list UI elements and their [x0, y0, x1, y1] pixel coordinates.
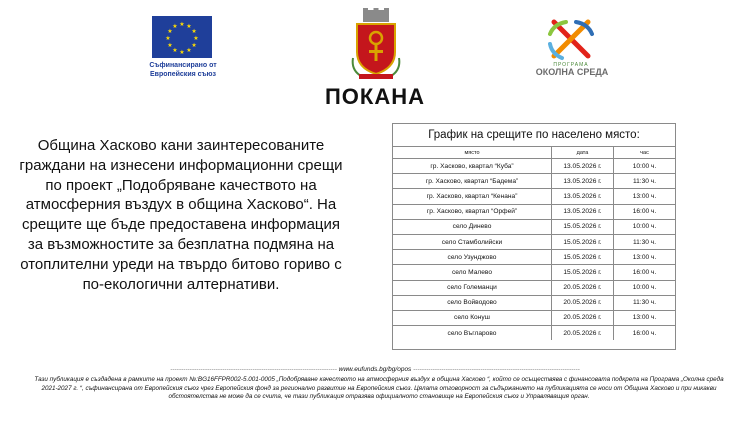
cell-date: 20.05.2026 г. — [552, 326, 614, 341]
invitation-text: Община Хасково кани заинтересованите граждани на изнесени информационни срещи по проект „Подобряване качеството на атмосферния въздух в община Хасково“. На срещите ще бъде предоставена информация за възможностите за безплатна подмяна на отоплителни уреди на твърдо битово гориво с по-екологични алтернативи. — [19, 137, 343, 293]
cell-place: гр. Хасково, квартал “Кенана” — [393, 189, 552, 204]
cell-time: 16:00 ч. — [632, 329, 657, 337]
schedule-table — [393, 147, 675, 340]
eu-cofunding-caption: Съфинансирано от Европейския съюз — [149, 62, 217, 78]
cell-date: 13.05.2026 г. — [552, 189, 614, 204]
cell-time: 10:00 ч. — [614, 159, 676, 174]
environment-programme-logo-icon — [540, 18, 602, 62]
svg-text:★: ★ — [167, 28, 173, 35]
cell-date: 13.05.2026 г. — [552, 174, 614, 189]
svg-text:★: ★ — [191, 42, 197, 49]
divider: ----------------------------------------------------------------------------- — [413, 366, 580, 373]
meeting-schedule — [392, 123, 676, 350]
svg-text:★: ★ — [179, 21, 185, 28]
cell-time: 10:00 ч. — [614, 280, 676, 295]
cell-time: 11:30 ч. — [614, 295, 676, 310]
svg-text:★: ★ — [179, 49, 185, 56]
cell-place: село Войводово — [393, 295, 552, 310]
cell-time: 16:00 ч. — [614, 265, 676, 280]
cell-place: село Динево — [393, 219, 552, 234]
cell-date: 15.05.2026 г. — [552, 265, 614, 280]
header-time: час — [614, 147, 676, 159]
page-title: ПОКАНА — [324, 84, 425, 109]
cell-time: 13:00 ч. — [614, 310, 676, 325]
eu-flag-icon — [152, 16, 212, 58]
cell-time: 13:00 ч. — [614, 250, 676, 265]
table-row — [393, 189, 675, 204]
cell-date: 20.05.2026 г. — [552, 280, 614, 295]
cell-place: гр. Хасково, квартал “Куба” — [393, 159, 552, 174]
table-row — [393, 265, 675, 280]
svg-text:★: ★ — [186, 47, 192, 55]
schedule-title: График на срещите по населено място: — [393, 124, 675, 147]
svg-text:★: ★ — [191, 28, 197, 35]
website-line — [0, 366, 750, 373]
cell-place: село Узунджово — [393, 250, 552, 265]
website-link[interactable]: www.eufunds.bg/bg/opos — [338, 366, 412, 373]
funding-disclaimer: Тази публикация е създадена в рамките на проект №:BG16FFPR002-5.001-0005 „Подобряване качеството на атмосферния въздух в община Хасково “, който се осъществява с финансовата подкрепа на Програма „Околна среда 2021-2027 г. “, съфинансирана от Европейския съюз чрез Европейския фонд за регионално развитие на Европейския съюз. Цялата отговорност за съдържанието на публикацията се носи от Община Хасково и при никакви обстоятелства не може да се счита, че тази публикация отразява официалното становище на Европейския съюз и Управляващия орган. — [34, 376, 724, 401]
cell-place: село Малево — [393, 265, 552, 280]
cell-date: 15.05.2026 г. — [552, 219, 614, 234]
cell-place: гр. Хасково, квартал “Бадема” — [393, 174, 552, 189]
cell-date: 13.05.2026 г. — [552, 159, 614, 174]
cell-time: 16:00 ч. — [614, 204, 676, 219]
header-date: дата — [552, 147, 614, 159]
cell-time: 11:30 ч. — [614, 234, 676, 249]
table-row — [393, 250, 675, 265]
table-row — [393, 174, 675, 189]
table-row — [393, 295, 675, 310]
cell-time: 11:30 ч. — [614, 174, 676, 189]
svg-text:★: ★ — [165, 35, 171, 42]
cell-place: село Големанци — [393, 280, 552, 295]
haskovo-crest-icon — [351, 8, 401, 80]
cell-place: село Конуш — [393, 310, 552, 325]
cell-place: село Въгларово — [393, 326, 552, 341]
svg-text:★: ★ — [167, 42, 173, 49]
cell-date: 15.05.2026 г. — [552, 234, 614, 249]
table-row — [393, 280, 675, 295]
cell-time: 13:00 ч. — [614, 189, 676, 204]
table-row — [393, 310, 675, 325]
cell-time: 10:00 ч. — [614, 219, 676, 234]
cell-date: 20.05.2026 г. — [552, 295, 614, 310]
cell-date: 20.05.2026 г. — [552, 310, 614, 325]
table-row — [393, 159, 675, 174]
table-row — [393, 219, 675, 234]
svg-text:★: ★ — [172, 47, 178, 55]
schedule-header-row — [393, 147, 675, 159]
cell-place: гр. Хасково, квартал “Орфей” — [393, 204, 552, 219]
environment-programme-caption: ОКОЛНА СРЕДА — [535, 67, 609, 77]
table-row — [393, 326, 675, 341]
cell-date: 15.05.2026 г. — [552, 250, 614, 265]
table-row — [393, 204, 675, 219]
table-row — [393, 234, 675, 249]
header-place: място — [393, 147, 552, 159]
divider: ----------------------------------------------------------------------------- — [170, 366, 337, 373]
svg-text:★: ★ — [193, 35, 199, 42]
svg-text:★: ★ — [172, 22, 178, 30]
cell-date: 13.05.2026 г. — [552, 204, 614, 219]
cell-place: село Стамболийски — [393, 234, 552, 249]
programme-label: ПРОГРАМА — [553, 62, 589, 68]
svg-text:★: ★ — [186, 22, 192, 30]
